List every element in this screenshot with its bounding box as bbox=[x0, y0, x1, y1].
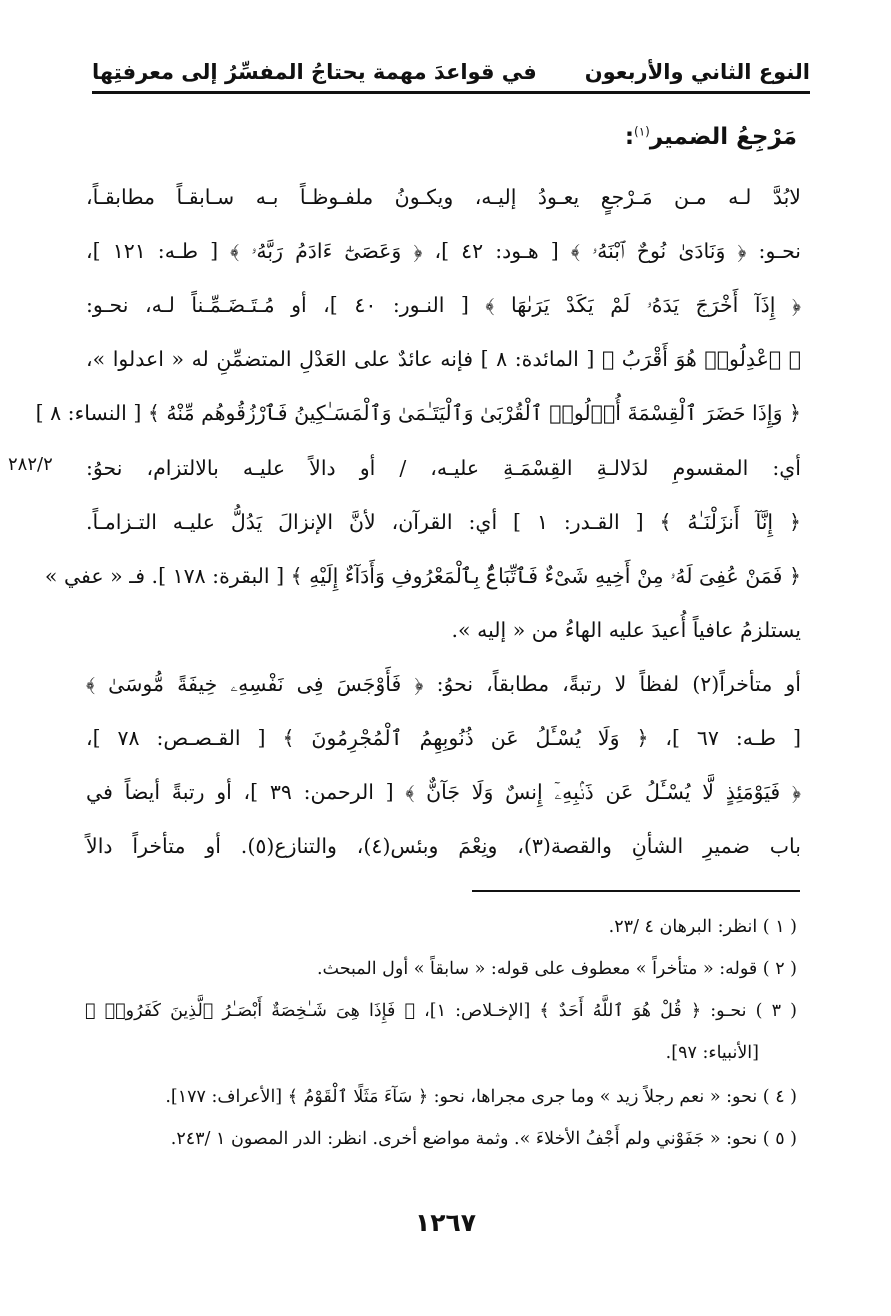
running-header bbox=[92, 54, 810, 90]
header-left-title: في قواعدَ مهمة يحتاجُ المفسِّرُ إلى معرفتِها bbox=[92, 60, 537, 84]
body-line: ﴿ ٱعْدِلُوا۟ هُوَ أَقْرَبُ ﴾ [ المائدة: ٨ ] فإنه عائدٌ على العَدْلِ المتضمِّنِ له « اعدلوا »، bbox=[86, 347, 801, 371]
body-line: أو متأخراً(٢) لفظاً لا رتبةً، مطابقاً، نحوُ: ﴿ فَأَوْجَسَ فِى نَفْسِهِۦ خِيفَةً مُّوسَىٰ ﴾ bbox=[86, 672, 801, 696]
body-line: ﴿ فَيَوْمَئِذٍ لَّا يُسْـَٔلُ عَن ذَنۢبِهِۦٓ إِنسٌ وَلَا جَآنٌّ ﴾ [ الرحمن: ٣٩ ]، أو رتبةً أيضاً في bbox=[86, 780, 801, 804]
footnote: ( ٤ ) نحو: « نعم رجلاً زيد » وما جرى مجراها، نحو: ﴿ سَآءَ مَثَلًا ٱلْقَوْمُ ﴾ [الأعراف: ١٧٧]. bbox=[165, 1087, 797, 1107]
body-line: ﴿ فَمَنْ عُفِىَ لَهُۥ مِنْ أَخِيهِ شَىْءٌ فَٱتِّبَاعٌۢ بِٱلْمَعْرُوفِ وَأَدَآءٌ إِلَيْهِ ﴾ [ البقرة: ١٧٨ ]. فـ « عفي » bbox=[44, 564, 801, 588]
section-heading bbox=[625, 124, 797, 150]
body-line: [ طـه: ٦٧ ]، ﴿ وَلَا يُسْـَٔلُ عَن ذُنُوبِهِمُ ٱلْمُجْرِمُونَ ﴾ [ القـصـص: ٧٨ ]، bbox=[86, 726, 801, 750]
footnote-separator bbox=[472, 890, 800, 892]
body-line: أي: المقسومِ لدَلالـةِ القِسْمَـةِ عليـه، / أو دالاً عليـه بالالتزام، نحوُ: bbox=[86, 456, 801, 480]
margin-page-reference: ٢٨٢/٢ bbox=[8, 454, 53, 475]
footnote: ( ٢ ) قوله: « متأخراً » معطوف على قوله: « سابقاً » أول المبحث. bbox=[316, 959, 797, 979]
page-number: ١٢٦٧ bbox=[414, 1208, 477, 1237]
footnote-ref: (١) bbox=[634, 124, 650, 139]
section-heading-text: مَرْجِعُ الضمير bbox=[649, 124, 797, 150]
footnote: ( ٣ ) نحـو: ﴿ قُلْ هُوَ ٱللَّهُ أَحَدٌ ﴾ [الإخـلاص: ١]، ﴿ فَإِذَا هِىَ شَـٰخِصَةٌ أَبْصَـٰرُ ٱلَّذِينَ كَفَرُوا۟ ﴾ bbox=[85, 1001, 797, 1021]
body-line: ﴿ وَإِذَا حَضَرَ ٱلْقِسْمَةَ أُو۟لُوا۟ ٱلْقُرْبَىٰ وَٱلْيَتَـٰمَىٰ وَٱلْمَسَـٰكِينُ فَٱرْزُقُوهُم مِّنْهُ ﴾ [ النساء: ٨ ] bbox=[35, 401, 801, 425]
body-line: ﴿ إِذَآ أَخْرَجَ يَدَهُۥ لَمْ يَكَدْ يَرَىٰهَا ﴾ [ النـور: ٤٠ ]، أو مُـتَـضَـمِّـناً لـه، نحـو: bbox=[86, 293, 801, 317]
body-line: نحـو: ﴿ وَنَادَىٰ نُوحٌ ٱبْنَهُۥ ﴾ [ هـود: ٤٢ ]، ﴿ وَعَصَىٰٓ ءَادَمُ رَبَّهُۥ ﴾ [ طـه: ١٢١ ]، bbox=[86, 239, 802, 263]
heading-colon: : bbox=[624, 124, 635, 150]
header-right-title: النوع الثاني والأربعون bbox=[584, 60, 810, 84]
header-rule bbox=[92, 91, 810, 94]
footnote: ( ٥ ) نحو: « جَفَوْني ولم أَجْفُ الأخلاءَ ». وثمة مواضع أخرى. انظر: الدر المصون ١ /٢٤٣. bbox=[170, 1129, 797, 1149]
body-line: باب ضميرِ الشأنِ والقصة(٣)، ونِعْمَ وبئس(٤)، والتنازع(٥). أو متأخراً دالاً bbox=[86, 834, 801, 858]
footnote-continuation: [الأنبياء: ٩٧]. bbox=[665, 1043, 759, 1063]
body-line: لابُدَّ لـه مـن مَـرْجعٍ يعـودُ إليـه، ويكـونُ ملفـوظـاً بـه سـابقـاً مطابقـاً، bbox=[86, 185, 801, 209]
footnote: ( ١ ) انظر: البرهان ٤ /٢٣. bbox=[608, 917, 797, 937]
body-line: ﴿ إِنَّآ أَنزَلْنَـٰهُ ﴾ [ القـدر: ١ ] أي: القرآن، لأنَّ الإنزالَ يَدُلُّ عليـه التـزامـاً. bbox=[86, 510, 801, 534]
body-line: يستلزمُ عافياً أُعيدَ عليه الهاءُ من « إليه ». bbox=[451, 618, 801, 642]
